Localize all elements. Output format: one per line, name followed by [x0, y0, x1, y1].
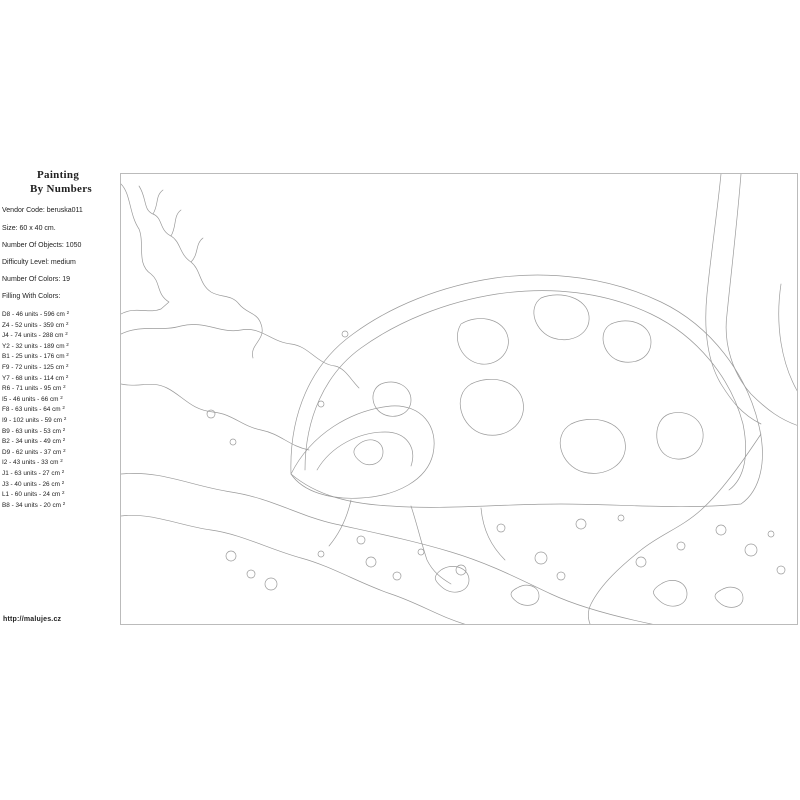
filling-heading: Filling With Colors:	[2, 293, 61, 300]
color-item: J4 - 74 units - 288 cm $^2$	[2, 331, 68, 340]
droplet	[357, 536, 365, 544]
droplet	[226, 551, 236, 561]
ladybug-eye	[354, 440, 383, 465]
droplet	[557, 572, 565, 580]
droplet	[318, 551, 324, 557]
droplet	[418, 549, 424, 555]
droplet	[318, 401, 324, 407]
droplet	[230, 439, 236, 445]
droplet	[366, 557, 376, 567]
droplet	[576, 519, 586, 529]
title-line-painting: Painting	[37, 169, 80, 181]
droplet	[342, 331, 348, 337]
splatter-blob	[715, 587, 743, 607]
color-item: Y7 - 68 units - 114 cm $^2$	[2, 373, 69, 382]
splatter-blob	[435, 566, 469, 592]
foliage-edge-1	[139, 186, 262, 358]
ladybug-leg-2	[481, 508, 505, 560]
color-item: I5 - 46 units - 66 cm $^2$	[2, 394, 63, 403]
color-item: Y2 - 32 units - 189 cm $^2$	[2, 341, 69, 350]
droplet	[636, 557, 646, 567]
shell-spot-6	[657, 412, 703, 459]
difficulty-level: Difficulty Level: medium	[2, 259, 76, 266]
foliage-top-left	[121, 184, 169, 314]
shell-spot-2	[534, 295, 589, 340]
shell-spot-1	[457, 319, 508, 365]
vendor-code: Vendor Code: beruska011	[2, 207, 83, 214]
color-item: I2 - 43 units - 33 cm $^2$	[2, 458, 63, 467]
droplet	[393, 572, 401, 580]
page-title	[0, 168, 118, 196]
color-item: B1 - 25 units - 176 cm $^2$	[2, 352, 69, 361]
color-item: R6 - 71 units - 95 cm $^2$	[2, 384, 66, 393]
leaf-left-lower	[121, 384, 309, 450]
shell-spot-5	[560, 419, 625, 473]
color-item: I9 - 102 units - 59 cm $^2$	[2, 415, 67, 424]
color-item: J3 - 40 units - 26 cm $^2$	[2, 479, 65, 488]
droplet	[497, 524, 505, 532]
color-item: B2 - 34 units - 49 cm $^2$	[2, 437, 66, 446]
color-item: B9 - 63 units - 53 cm $^2$	[2, 426, 66, 435]
leaf-left-middle	[121, 324, 359, 388]
color-item: F8 - 63 units - 64 cm $^2$	[2, 405, 65, 414]
painting-outline-canvas	[120, 173, 798, 625]
droplet	[677, 542, 685, 550]
ground-line-3	[588, 434, 761, 625]
ladybug-shell-inner	[305, 291, 746, 490]
shell-spot-7	[373, 382, 411, 416]
color-item: L1 - 60 units - 24 cm $^2$	[2, 490, 65, 499]
shell-spot-4	[460, 379, 523, 435]
droplet	[777, 566, 785, 574]
droplet	[535, 552, 547, 564]
foliage-edge-2	[153, 190, 203, 262]
droplet	[247, 570, 255, 578]
droplet	[265, 578, 277, 590]
stem-right-3	[779, 284, 798, 394]
droplet	[768, 531, 774, 537]
stem-right-1	[706, 174, 761, 424]
number-of-colors: Number Of Colors: 19	[2, 276, 71, 283]
number-of-objects: Number Of Objects: 1050	[2, 242, 82, 249]
splatter-blob	[654, 580, 688, 606]
color-item: F9 - 72 units - 125 cm $^2$	[2, 362, 69, 371]
droplet	[716, 525, 726, 535]
color-item: D8 - 46 units - 596 cm $^2$	[2, 310, 70, 318]
color-item: D9 - 62 units - 37 cm $^2$	[2, 447, 66, 456]
title-line-by-numbers: By Numbers	[30, 183, 92, 195]
color-list	[2, 309, 69, 510]
shell-spot-3	[603, 321, 651, 362]
stem-right-2	[726, 174, 798, 426]
ladybug-leg-1	[411, 506, 451, 584]
color-item: B8 - 34 units - 20 cm $^2$	[2, 500, 66, 509]
legend-sidebar	[0, 168, 118, 509]
ground-line	[121, 473, 661, 625]
canvas-size: Size: 60 x 40 cm.	[2, 225, 56, 232]
ladybug-leg-3	[329, 500, 351, 546]
ladybug-outline-drawing	[121, 174, 798, 625]
splatter-blob	[511, 585, 539, 605]
droplet	[207, 410, 215, 418]
color-item: J1 - 63 units - 27 cm $^2$	[2, 468, 65, 477]
color-item: Z4 - 52 units - 359 cm $^2$	[2, 320, 69, 329]
ladybug-shell	[291, 275, 763, 507]
droplet	[745, 544, 757, 556]
droplet	[618, 515, 624, 521]
website-link[interactable]: http://malujes.cz	[3, 616, 62, 623]
